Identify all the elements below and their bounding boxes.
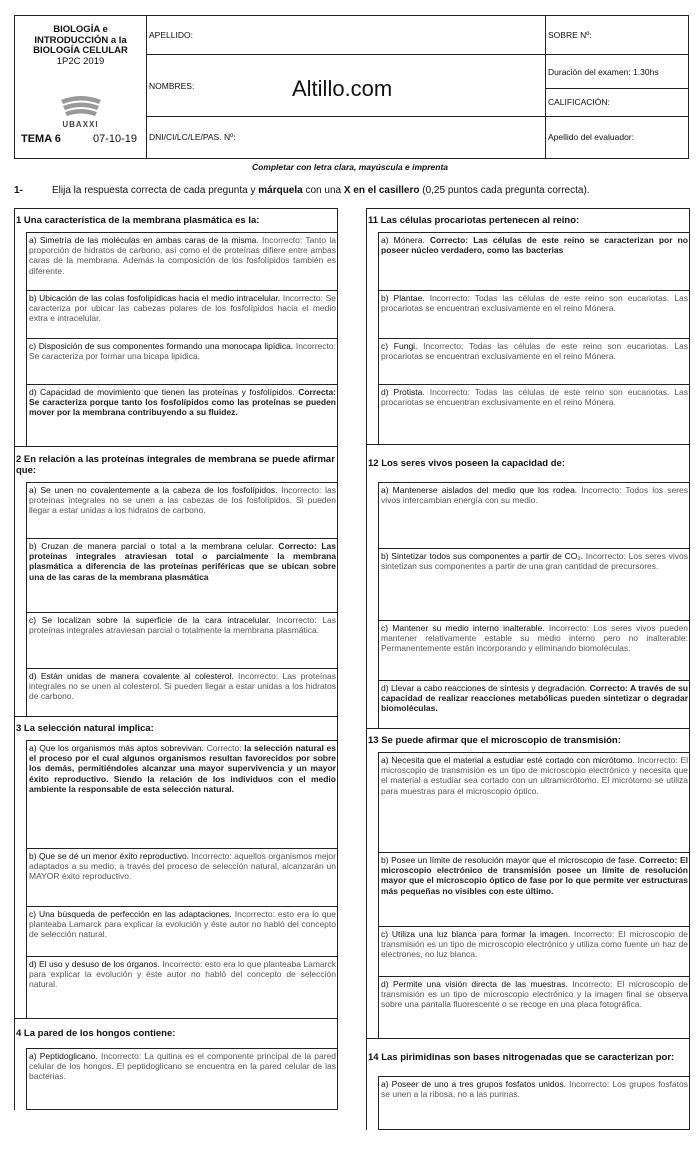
instructions-note: Completar con letra clara, mayúscula e imprenta [251, 162, 449, 172]
option-11c[interactable]: c) Fungi. Incorrecto: Todas las células de este reino son eucariotas. Las procariotas se encuentran exclusivamente en el reino Mónera. [378, 338, 689, 384]
left-question-column [14, 208, 338, 1110]
option-1c[interactable]: c) Disposición de sus componentes formando una monocapa lipídica. Incorrecto: Se caracteriza por formar una bicapa lipídica. [26, 338, 337, 384]
dni-field[interactable]: DNI/CI/LC/LE/PAS. Nº: [149, 132, 236, 142]
option-2b[interactable]: b) Cruzan de manera parcial o total a la membrana celular. Correcto: Las proteínas integrales atraviesan total o parcialmente la membrana plasmática a diferencia de las proteínas periféricas que se ubican sobre una de las caras de la membrana plasmática [26, 538, 337, 612]
option-13c[interactable]: c) Utiliza una luz blanca para formar la imagen. Incorrecto: El microscopio de transmisión es un tipo de microscopio electrónico y utiliza como fuente un haz de electrones, no luz blanca. [378, 926, 689, 976]
watermark: Altillo.com [292, 76, 393, 101]
course-cell [15, 16, 147, 158]
option-12c[interactable]: c) Mantener su medio interno inalterable. Incorrecto: Los seres vivos pueden mantener relativamente estable su medio interno pero no inalterable: Permanentemente están incorporando y eliminando biomoléculas. [378, 620, 689, 680]
exam-header [14, 15, 689, 159]
option-1a[interactable]: a) Simetría de las moléculas en ambas caras de la misma. Incorrecto: Tanto la proporción de hidratos de carbono, así como el de proteínas difiere entre ambas caras de la membrana. Además la composición de los fosfolípidos también es diferente. [26, 232, 337, 290]
question-4: 4 La pared de los hongos contiene: [15, 1018, 337, 1048]
course-code: 1P2C 2019 [56, 55, 105, 67]
question-14: 14 Las pirimidinas son bases nitrogenadas que se caracterizan por: [367, 1038, 689, 1076]
admin-cell [546, 16, 688, 158]
option-4a[interactable]: a) Peptidoglicano. Incorrecto: La quitina es el componente principal de la pared celular de los hongos. El peptidoglicano se encuentra en la pared celular de las bacterias. [26, 1048, 337, 1110]
option-14a[interactable]: a) Poseer de uno a tres grupos fosfatos unidos. Incorrecto: Los grupos fosfatos se unen a la ribosa, no a las purinas. [378, 1076, 689, 1130]
student-cell [147, 16, 546, 158]
option-3d[interactable]: d) El uso y desuso de los órganos. Incorrecto: esto era lo que planteaba Lamarck para explicar la evolución y éste autor no habló del concepto de selección natural. [26, 956, 337, 1018]
question-2: 2 En relación a las proteínas integrales de membrana se puede afirmar que: [15, 446, 337, 482]
question-instruction: 1- Elija la respuesta correcta de cada pregunta y márquela con una X en el casillero (0,25 puntos cada pregunta correcta). [14, 185, 590, 196]
option-3b[interactable]: b) Que se dé un menor éxito reproductivo. Incorrecto: aquellos organismos mejor adaptados a su medio, a través del proceso de selección natural, alcanzarán un MAYOR éxito reproductivo. [26, 848, 337, 906]
option-3c[interactable]: c) Una búsqueda de perfección en las adaptaciones. Incorrecto: esto era lo que planteaba Lamarck para explicar la evolución y éste autor no habló del concepto de selección natural. [26, 906, 337, 956]
course-title: BIOLOGÍA e INTRODUCCIÓN a la BIOLOGÍA CELULAR 1P2C 2019 [15, 25, 146, 67]
option-1b[interactable]: b) Ubicación de las colas fosfolipídicas hacia el medio intracelular. Incorrecto: Se caracteriza por ubicar las cabezas polares de los fosfolípidos hacia el medio extra e intracelular. [26, 290, 337, 338]
question-13: 13 Se puede afirmar que el microscopio de transmisión: [367, 728, 689, 752]
exam-date: 07-10-19 [93, 133, 138, 145]
option-12d[interactable]: d) Llevar a cabo reacciones de síntesis y degradación. Correcto: A través de su capacidad de realizar reacciones metabólicas pueden sintetizar o degradar biomoléculas. [378, 680, 689, 728]
option-13a[interactable]: a) Necesita que el material a estudiar esté cortado con micrótomo. Incorrecto: El microscopio de transmisión es un tipo de microscopio electrónico y necesita que el material a estudiar sea cortado con un ultramicrótomo. El micrótomo se utiliza para muestras para el microscopio óptico. [378, 752, 689, 852]
option-11d[interactable]: d) Protista. Incorrecto: Todas las células de este reino son eucariotas. Las procariotas se encuentran exclusivamente en el reino Mónera. [378, 384, 689, 444]
option-11b[interactable]: b) Plantae. Incorrecto: Todas las células de este reino son eucariotas. Las procariotas se encuentran exclusivamente en el reino Mónera. [378, 290, 689, 338]
option-13b[interactable]: b) Posee un límite de resolución mayor que el microscopio de fase. Correcto: El microscopio electrónico de transmisión posee un límite de resolución mayor que el microscopio óptico de fase por lo que permite ver estructuras más pequeñas no visibles con este último. [378, 852, 689, 926]
sobre-field[interactable]: SOBRE Nº: [548, 30, 592, 40]
option-2c[interactable]: c) Se localizan sobre la superficie de la cara intracelular. Incorrecto: Las proteínas integrales atraviesan parcial o totalmente la membrana plasmática. [26, 612, 337, 668]
option-11a[interactable]: a) Mónera. Correcto: Las células de este reino se caracterizan por no poseer núcleo verdadero, como las bacterias [378, 232, 689, 290]
question-3: 3 La selección natural implica: [15, 716, 337, 740]
duracion-label: Duración del examen: 1.30hs [548, 67, 659, 77]
question-1: 1 Una característica de la membrana plasmática es la: [15, 208, 337, 232]
option-2a[interactable]: a) Se unen no covalentemente a la cabeza de los fosfolípidos. Incorrecto: las proteínas integrales no se unen a las cabezas de los fosfolípidos. Si pueden llegar a estar unidas a los hidratos de carbono. [26, 482, 337, 538]
evaluador-field[interactable]: Apellido del evaluador: [548, 132, 635, 142]
logo-text: UBAXXI [62, 120, 99, 129]
option-2d[interactable]: d) Están unidas de manera covalente al colesterol. Incorrecto: Las proteínas integrales no se unen al colesterol. Si pueden llegar a estar unidas a los hidratos de carbono. [26, 668, 337, 716]
apellido-field[interactable]: APELLIDO: [149, 30, 193, 40]
option-12a[interactable]: a) Mantenerse aislados del medio que los rodea. Incorrecto: Todos los seres vivos intercambian energía con su medio. [378, 482, 689, 548]
question-11: 11 Las células procariotas pertenecen al reino: [367, 208, 689, 232]
right-question-column [366, 208, 690, 1130]
option-13d[interactable]: d) Permite una visión directa de las muestras. Incorrecto: El microscopio de transmisión es un tipo de microscopio electrónico y la imagen final se observa sobre una pantalla fluorescente o se recoge en una placa fotográfica. [378, 976, 689, 1038]
option-3a[interactable]: a) Que los organismos más aptos sobrevivan. Correcto: la selección natural es el proceso por el cual algunos organismos resultan favorecidos por sobre los demás, permitiéndoles alcanzar una mayor supervivencia y un mayor éxito reproductivo. Siendo la relación de los individuos con el medio ambiente la responsable de esta selección natural. [26, 740, 337, 848]
nombres-field[interactable]: NOMBRES: [149, 81, 195, 91]
option-12b[interactable]: b) Sintetizar todos sus componentes a partir de CO₂. Incorrecto: Los seres vivos sintetizan sus componentes a partir de una gran cantidad de precursores. [378, 548, 689, 620]
calificacion-field[interactable]: CALIFICACIÓN: [548, 97, 610, 107]
option-1d[interactable]: d) Capacidad de movimiento que tienen las proteínas y fosfolípidos. Correcta: Se caracteriza porque tanto los fosfolípidos como las proteínas se pueden mover por la membrana contribuyendo a su fluidez. [26, 384, 337, 446]
tema-number: TEMA 6 [21, 133, 61, 145]
question-12: 12 Los seres vivos poseen la capacidad de: [367, 444, 689, 482]
